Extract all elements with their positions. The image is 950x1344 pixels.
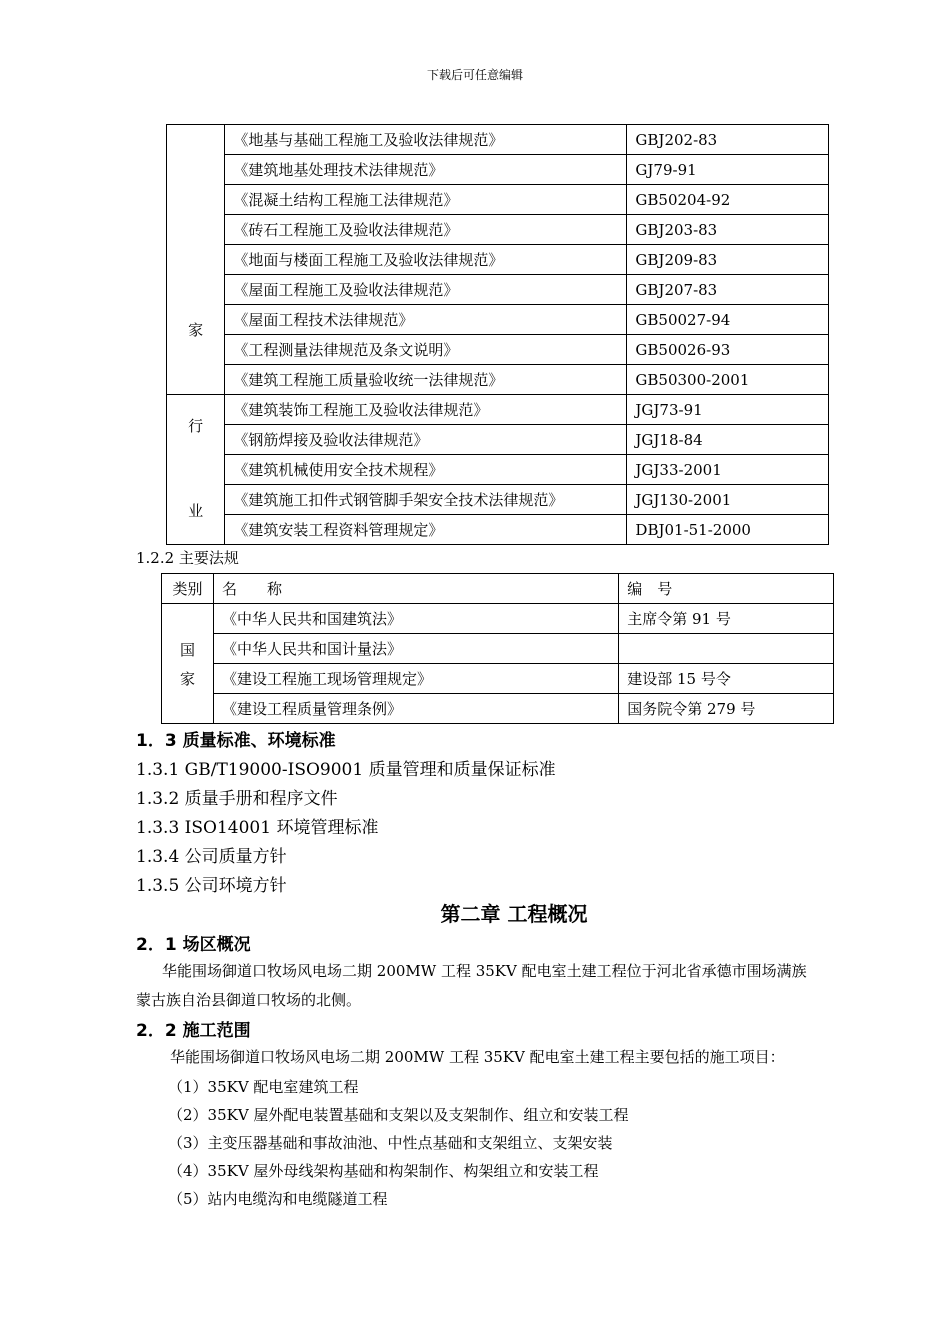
regulation-code: 国务院令第 279 号 <box>619 694 834 724</box>
table-row <box>162 604 834 634</box>
page-header: 下载后可任意编辑 <box>426 68 523 82</box>
table-row <box>167 305 829 335</box>
regulation-code: 建设部 15 号令 <box>619 664 834 694</box>
table-row <box>167 185 829 215</box>
header-code: 编 号 <box>619 574 834 604</box>
standard-name: 《混凝土结构工程施工法律规范》 <box>225 185 627 215</box>
category-label: 家 <box>179 669 195 688</box>
table-row <box>167 245 829 275</box>
table-row <box>167 335 829 365</box>
standard-name: 《建筑施工扣件式钢管脚手架安全技术法律规范》 <box>225 485 627 515</box>
regulation-name: 《建设工程质量管理条例》 <box>213 694 618 724</box>
standards-table <box>166 124 829 545</box>
table-row <box>167 275 829 305</box>
table-row <box>167 215 829 245</box>
section-heading-1-2-2: 1.2.2 主要法规 <box>136 549 239 567</box>
table-row <box>167 125 829 155</box>
list-item: （4）35KV 屋外母线架构基础和构架制作、构架组立和安装工程 <box>168 1162 599 1180</box>
paragraph-line: 华能围场御道口牧场风电场二期 200MW 工程 35KV 配电室土建工程位于河北省承德市围场满族 <box>162 962 807 980</box>
paragraph-line: 蒙古族自治县御道口牧场的北侧。 <box>136 991 362 1009</box>
standard-name: 《钢筋焊接及验收法律规范》 <box>225 425 627 455</box>
standard-code: GBJ209-83 <box>627 245 829 275</box>
table-row <box>162 694 834 724</box>
category-cell-national <box>162 604 214 724</box>
standard-name: 《地面与楼面工程施工及验收法律规范》 <box>225 245 627 275</box>
category-cell-industry <box>167 395 225 545</box>
list-item: 1.3.4 公司质量方针 <box>136 847 287 867</box>
table-row <box>167 365 829 395</box>
standard-code: GB50026-93 <box>627 335 829 365</box>
standard-name: 《屋面工程施工及验收法律规范》 <box>225 275 627 305</box>
standard-name: 《建筑机械使用安全技术规程》 <box>225 455 627 485</box>
standard-code: JGJ73-91 <box>627 395 829 425</box>
list-item: （2）35KV 屋外配电装置基础和支架以及支架制作、组立和安装工程 <box>168 1106 629 1124</box>
list-item: （5）站内电缆沟和电缆隧道工程 <box>168 1190 388 1208</box>
standard-name: 《建筑工程施工质量验收统一法律规范》 <box>225 365 627 395</box>
header-category: 类别 <box>162 574 214 604</box>
standard-code: GBJ202-83 <box>627 125 829 155</box>
standard-name: 《建筑安装工程资料管理规定》 <box>225 515 627 545</box>
category-label: 家 <box>188 321 204 339</box>
regulation-name: 《建设工程施工现场管理规定》 <box>213 664 618 694</box>
section-heading-2-1: 2．1 场区概况 <box>136 935 251 955</box>
regulation-name: 《中华人民共和国建筑法》 <box>213 604 618 634</box>
list-item: 1.3.5 公司环境方针 <box>136 876 287 896</box>
category-label: 国 <box>179 640 195 659</box>
regulation-name: 《中华人民共和国计量法》 <box>213 634 618 664</box>
standard-code: JGJ33-2001 <box>627 455 829 485</box>
standard-name: 《建筑地基处理技术法律规范》 <box>225 155 627 185</box>
standard-code: JGJ130-2001 <box>627 485 829 515</box>
list-item: 1.3.2 质量手册和程序文件 <box>136 789 338 809</box>
section-heading-2-2: 2．2 施工范围 <box>136 1021 251 1041</box>
standard-code: GB50300-2001 <box>627 365 829 395</box>
regulation-code: 主席令第 91 号 <box>619 604 834 634</box>
table-row <box>167 485 829 515</box>
section-heading-1-3: 1．3 质量标准、环境标准 <box>136 731 336 751</box>
standard-name: 《地基与基础工程施工及验收法律规范》 <box>225 125 627 155</box>
table-row <box>167 395 829 425</box>
category-cell-national <box>167 125 225 395</box>
standard-code: DBJ01-51-2000 <box>627 515 829 545</box>
standard-code: JGJ18-84 <box>627 425 829 455</box>
standard-name: 《建筑装饰工程施工及验收法律规范》 <box>225 395 627 425</box>
table-row <box>167 455 829 485</box>
table-row <box>167 515 829 545</box>
list-item: （3）主变压器基础和事故油池、中性点基础和支架组立、支架安装 <box>168 1134 613 1152</box>
category-label: 业 <box>188 502 204 520</box>
standard-name: 《屋面工程技术法律规范》 <box>225 305 627 335</box>
category-label: 行 <box>188 417 204 435</box>
paragraph-line: 华能围场御道口牧场风电场二期 200MW 工程 35KV 配电室土建工程主要包括的施工项目： <box>170 1048 785 1066</box>
chapter-title: 第二章 工程概况 <box>440 902 588 926</box>
table-row <box>167 155 829 185</box>
regulation-code <box>619 634 834 664</box>
standard-code: GBJ203-83 <box>627 215 829 245</box>
regulations-table <box>161 573 834 724</box>
table-header-row <box>162 574 834 604</box>
standard-code: GJ79-91 <box>627 155 829 185</box>
table-row <box>162 634 834 664</box>
list-item: 1.3.3 ISO14001 环境管理标准 <box>136 818 379 838</box>
standard-name: 《工程测量法律规范及条文说明》 <box>225 335 627 365</box>
list-item: 1.3.1 GB/T19000-ISO9001 质量管理和质量保证标准 <box>136 760 556 780</box>
list-item: （1）35KV 配电室建筑工程 <box>168 1078 359 1096</box>
table-row <box>162 664 834 694</box>
standard-code: GB50204-92 <box>627 185 829 215</box>
standard-name: 《砖石工程施工及验收法律规范》 <box>225 215 627 245</box>
table-row <box>167 425 829 455</box>
standard-code: GBJ207-83 <box>627 275 829 305</box>
standard-code: GB50027-94 <box>627 305 829 335</box>
header-name: 名 称 <box>213 574 618 604</box>
